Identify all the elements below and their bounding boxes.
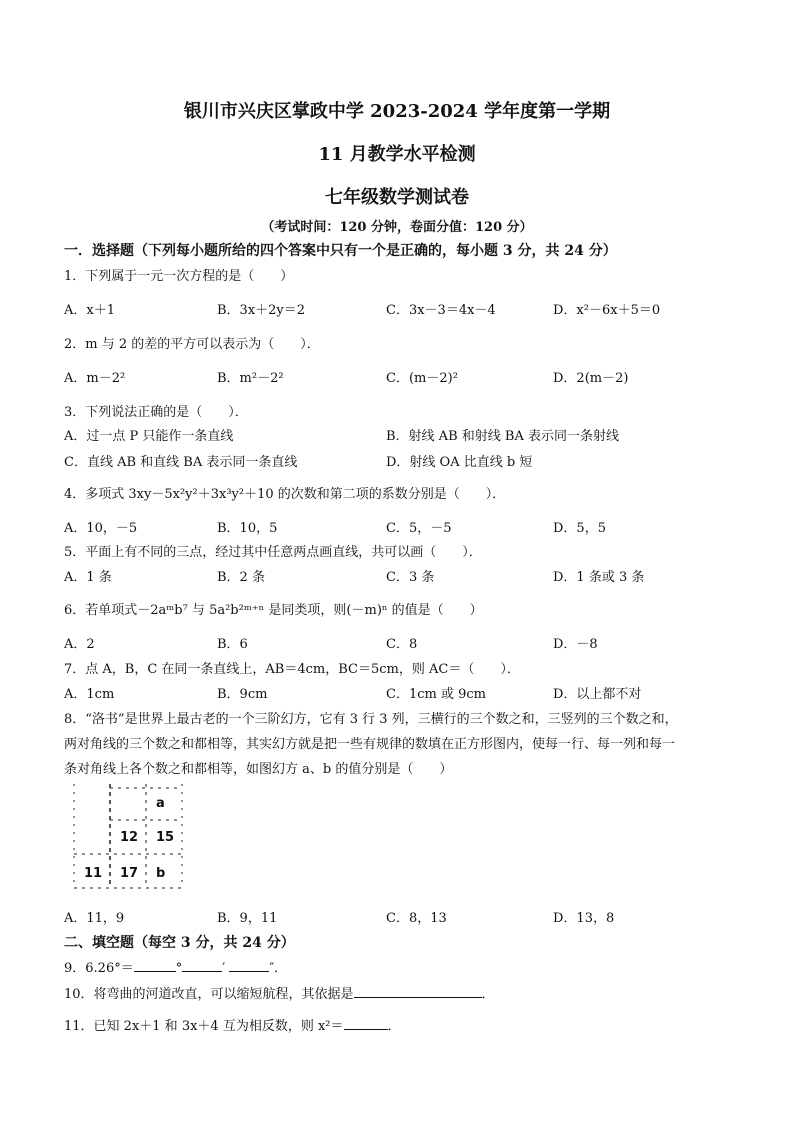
question-1-stem: 1．下列属于一元一次方程的是（ ） — [64, 269, 294, 284]
question-8-stem-line-1: 8．“洛书”是世界上最古老的一个三阶幻方，它有 3 行 3 列，三横行的三个数之和，三竖列的三个数之和， — [64, 712, 678, 727]
question-3-option-a: A．过一点 P 只能作一条直线 — [64, 429, 234, 444]
question-3-stem: 3．下列说法正确的是（ ）． — [64, 405, 248, 420]
question-10-blank[interactable] — [354, 984, 482, 998]
question-9-prefix: 9．6.26°＝ — [64, 961, 134, 976]
magic-square-cell-a: a — [156, 796, 165, 811]
question-7-option-d: D．以上都不对 — [553, 687, 642, 702]
question-6-option-b: B．6 — [217, 637, 248, 652]
question-9 — [64, 957, 287, 976]
question-6-option-a: A．2 — [64, 637, 95, 652]
exam-title-paper: 七年级数学测试卷 — [325, 187, 469, 208]
question-6-option-c: C．8 — [386, 637, 418, 652]
question-3-option-b: B．射线 AB 和射线 BA 表示同一条射线 — [386, 429, 619, 444]
question-1-option-d: D．x²－6x＋5＝0 — [553, 303, 661, 318]
question-4-option-a: A．10，－5 — [64, 521, 138, 536]
magic-square-figure — [66, 782, 188, 894]
question-10-prefix: 10．将弯曲的河道改直，可以缩短航程，其依据是 — [64, 987, 354, 1002]
question-5-option-b: B．2 条 — [217, 570, 265, 585]
question-11-prefix: 11．已知 2x＋1 和 3x＋4 互为相反数，则 x²＝ — [64, 1019, 344, 1034]
question-11-suffix: ． — [387, 1019, 401, 1034]
question-4-stem: 4．多项式 3xy－5x²y²＋3x³y²＋10 的次数和第二项的系数分别是（ ）． — [64, 487, 506, 502]
section-1-heading: 一．选择题（下列每小题所给的四个答案中只有一个是正确的，每小题 3 分，共 24 分） — [64, 243, 617, 259]
question-9-blank-minutes[interactable] — [182, 958, 222, 972]
question-5-stem: 5．平面上有不同的三点，经过其中任意两点画直线，共可以画（ ）． — [64, 545, 482, 560]
question-6-stem: 6．若单项式－2aᵐb⁷ 与 5a²b²ᵐ⁺ⁿ 是同类项，则(－m)ⁿ 的值是（ ） — [64, 603, 483, 618]
question-1-option-c: C．3x－3＝4x－4 — [386, 303, 496, 318]
exam-title-event: 11 月教学水平检测 — [318, 144, 476, 165]
magic-square-cell-15: 15 — [156, 830, 175, 845]
magic-square-cell-b: b — [156, 866, 166, 881]
magic-square-cell-12: 12 — [120, 830, 139, 845]
question-7-stem: 7．点 A，B，C 在同一条直线上，AB＝4cm，BC＝5cm，则 AC＝（ ）． — [64, 662, 520, 677]
question-11 — [64, 1015, 401, 1034]
question-9-minute-symbol: ′ — [222, 961, 226, 976]
question-8-option-a: A．11，9 — [64, 911, 125, 926]
question-4-option-d: D．5，5 — [553, 521, 606, 536]
question-8-stem-line-3: 条对角线上各个数之和都相等，如图幻方 a、b 的值分别是（ ） — [64, 762, 453, 777]
question-1-option-a: A．x＋1 — [64, 303, 115, 318]
question-2-option-a: A．m－2² — [64, 371, 126, 386]
question-7-option-c: C．1cm 或 9cm — [386, 687, 486, 702]
question-9-degree-symbol: ° — [175, 961, 183, 976]
question-10-suffix: ． — [481, 987, 495, 1002]
question-2-option-d: D．2(m－2) — [553, 371, 629, 386]
question-3-option-d: D．射线 OA 比直线 b 短 — [386, 455, 533, 470]
exam-title-school: 银川市兴庆区掌政中学 2023-2024 学年度第一学期 — [183, 101, 611, 122]
question-10 — [64, 983, 495, 1002]
question-7-option-a: A．1cm — [64, 687, 115, 702]
question-4-option-c: C．5，－5 — [386, 521, 452, 536]
question-2-stem: 2．m 与 2 的差的平方可以表示为（ ）． — [64, 337, 320, 352]
question-7-option-b: B．9cm — [217, 687, 268, 702]
question-9-second-symbol: ″． — [269, 961, 288, 976]
section-2-heading: 二、填空题（每空 3 分，共 24 分） — [64, 935, 295, 951]
question-11-blank[interactable] — [344, 1016, 388, 1030]
question-5-option-c: C．3 条 — [386, 570, 435, 585]
question-8-option-d: D．13，8 — [553, 911, 615, 926]
question-9-blank-degrees[interactable] — [134, 958, 176, 972]
question-6-option-d: D．－8 — [553, 637, 598, 652]
question-2-option-b: B．m²－2² — [217, 371, 284, 386]
magic-square-cell-17: 17 — [120, 866, 139, 881]
question-3-option-c: C．直线 AB 和直线 BA 表示同一条直线 — [64, 455, 298, 470]
question-8-stem-line-2: 两对角线的三个数之和都相等，其实幻方就是把一些有规律的数填在正方形图内，使每一行、每一列和每一 — [64, 737, 676, 752]
question-2-option-c: C．(m－2)² — [386, 371, 458, 386]
question-9-blank-seconds[interactable] — [229, 958, 269, 972]
question-5-option-a: A．1 条 — [64, 570, 112, 585]
question-8-option-c: C．8，13 — [386, 911, 447, 926]
question-8-option-b: B．9，11 — [217, 911, 278, 926]
magic-square-cell-11: 11 — [84, 866, 103, 881]
exam-time-note: （考试时间：120 分钟，卷面分值：120 分） — [261, 220, 533, 235]
question-4-option-b: B．10，5 — [217, 521, 278, 536]
question-5-option-d: D．1 条或 3 条 — [553, 570, 645, 585]
question-1-option-b: B．3x＋2y＝2 — [217, 303, 306, 318]
